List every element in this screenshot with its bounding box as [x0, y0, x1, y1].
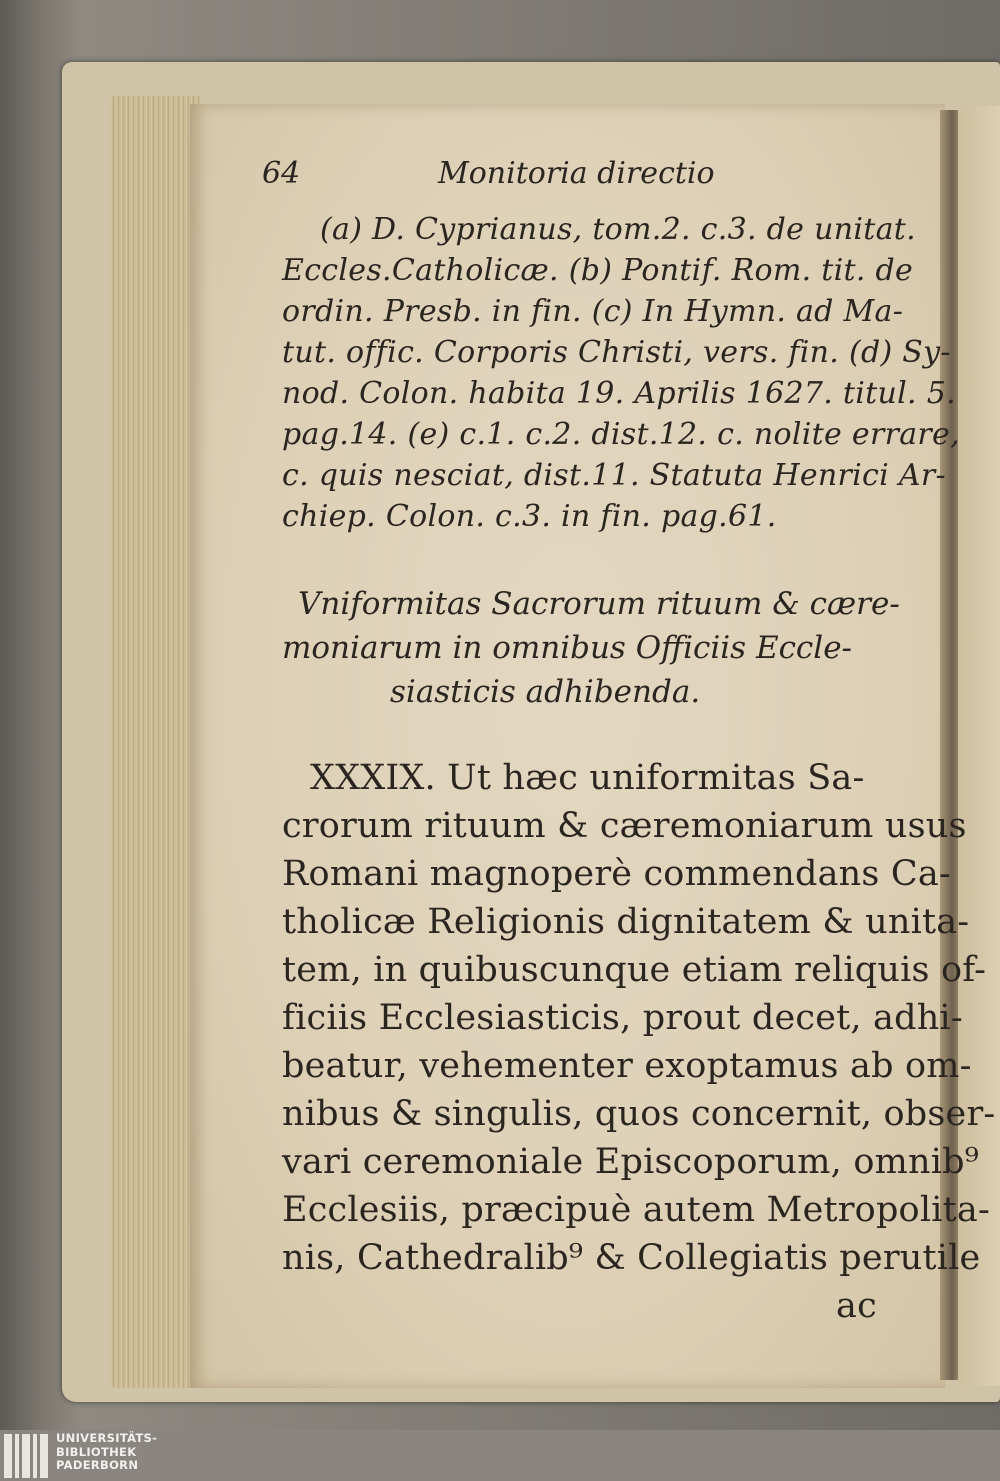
footnote-line: Eccles.Catholicæ. (b) Pontif. Rom. tit. de [282, 253, 914, 288]
library-name-line: UNIVERSITÄTS- [56, 1431, 158, 1445]
body-line: crorum rituum & cæremoniarum usus [282, 806, 967, 846]
body-line: XXXIX. Ut hæc uniformitas Sa- [310, 758, 865, 798]
section-heading-line: moniarum in omnibus Officiis Eccle- [282, 630, 853, 666]
library-logo-icon [4, 1434, 48, 1478]
footnote-line: c. quis nesciat, dist.11. Statuta Henrici Ar- [282, 458, 946, 493]
body-line: Romani magnoperè commendans Ca- [282, 854, 951, 894]
footnote-line: pag.14. (e) c.1. c.2. dist.12. c. nolite errare, [282, 417, 960, 452]
library-name-line: BIBLIOTHEK [56, 1444, 137, 1459]
section-heading-line: Vniformitas Sacrorum rituum & cære- [298, 586, 900, 622]
running-title: Monitoria directio [438, 156, 715, 191]
catchword: ac [836, 1286, 877, 1326]
body-line: nibus & singulis, quos concernit, obser- [282, 1094, 996, 1134]
body-line: tholicæ Religionis dignitatem & unita- [282, 902, 970, 942]
body-line: nis, Cathedralib⁹ & Collegiatis perutile [282, 1238, 981, 1278]
page-edges [110, 96, 200, 1388]
footnote-line: nod. Colon. habita 19. Aprilis 1627. titul. 5. [282, 376, 956, 411]
body-line: vari ceremoniale Episcoporum, omnib⁹ [282, 1142, 979, 1182]
footnote-line: chiep. Colon. c.3. in fin. pag.61. [282, 499, 777, 534]
body-line: tem, in quibuscunque etiam reliquis of- [282, 950, 987, 990]
body-line: beatur, vehementer exoptamus ab om- [282, 1046, 972, 1086]
library-name-line: PADERBORN [56, 1458, 139, 1472]
footnote-line: (a) D. Cyprianus, tom.2. c.3. de unitat. [320, 212, 916, 247]
section-heading-line: siasticis adhibenda. [390, 674, 701, 710]
library-name [56, 1432, 157, 1473]
body-line: Ecclesiis, præcipuè autem Metropolita- [282, 1190, 990, 1230]
body-line: ficiis Ecclesiasticis, prout decet, adhi- [282, 998, 963, 1038]
footnote-line: tut. offic. Corporis Christi, vers. fin. (d) Sy- [282, 335, 951, 370]
page-number: 64 [262, 156, 301, 191]
footnote-line: ordin. Presb. in fin. (c) In Hymn. ad Ma- [282, 294, 904, 329]
